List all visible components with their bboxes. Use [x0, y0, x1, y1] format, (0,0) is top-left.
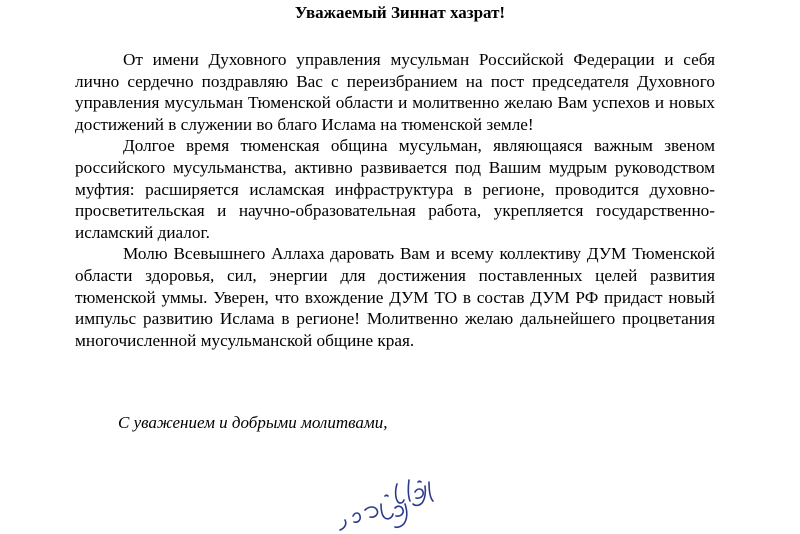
letter-greeting: Уважаемый Зиннат хазрат! — [294, 3, 506, 22]
letter-body — [75, 49, 715, 351]
letter-paragraph-1: От имени Духовного управления мусульман Российской Федерации и себя лично сердечно поздравляю Вас с переизбранием на пост председателя Духовного управления мусульман Тюменской области и молитвенно желаю Вам успехов и новых достижений в служении во благо Ислама на тюменской земле! — [75, 50, 715, 134]
letter-paragraph-3: Молю Всевышнего Аллаха даровать Вам и всему коллективу ДУМ Тюменской области здоровья, сил, энергии для достижения поставленных целей развития тюменской уммы. Уверен, что вхождение ДУМ ТО в состав ДУМ РФ придаст новый импульс развитию Ислама в регионе! Молитвенно желаю дальнейшего процветания многочисленной мусульманской общине края. — [75, 244, 715, 350]
letter-closing: С уважением и добрыми молитвами, — [118, 413, 388, 432]
handwritten-signature — [325, 470, 445, 534]
letter-paragraph-2: Долгое время тюменская община мусульман, являющаяся важным звеном российского мусульманства, активно развивается под Вашим мудрым руководством муфтия: расширяется исламская инфраструктура в регионе, проводится духовно-просветительская и научно-образовательная работа, укрепляется государственно-исламский диалог. — [75, 136, 715, 242]
